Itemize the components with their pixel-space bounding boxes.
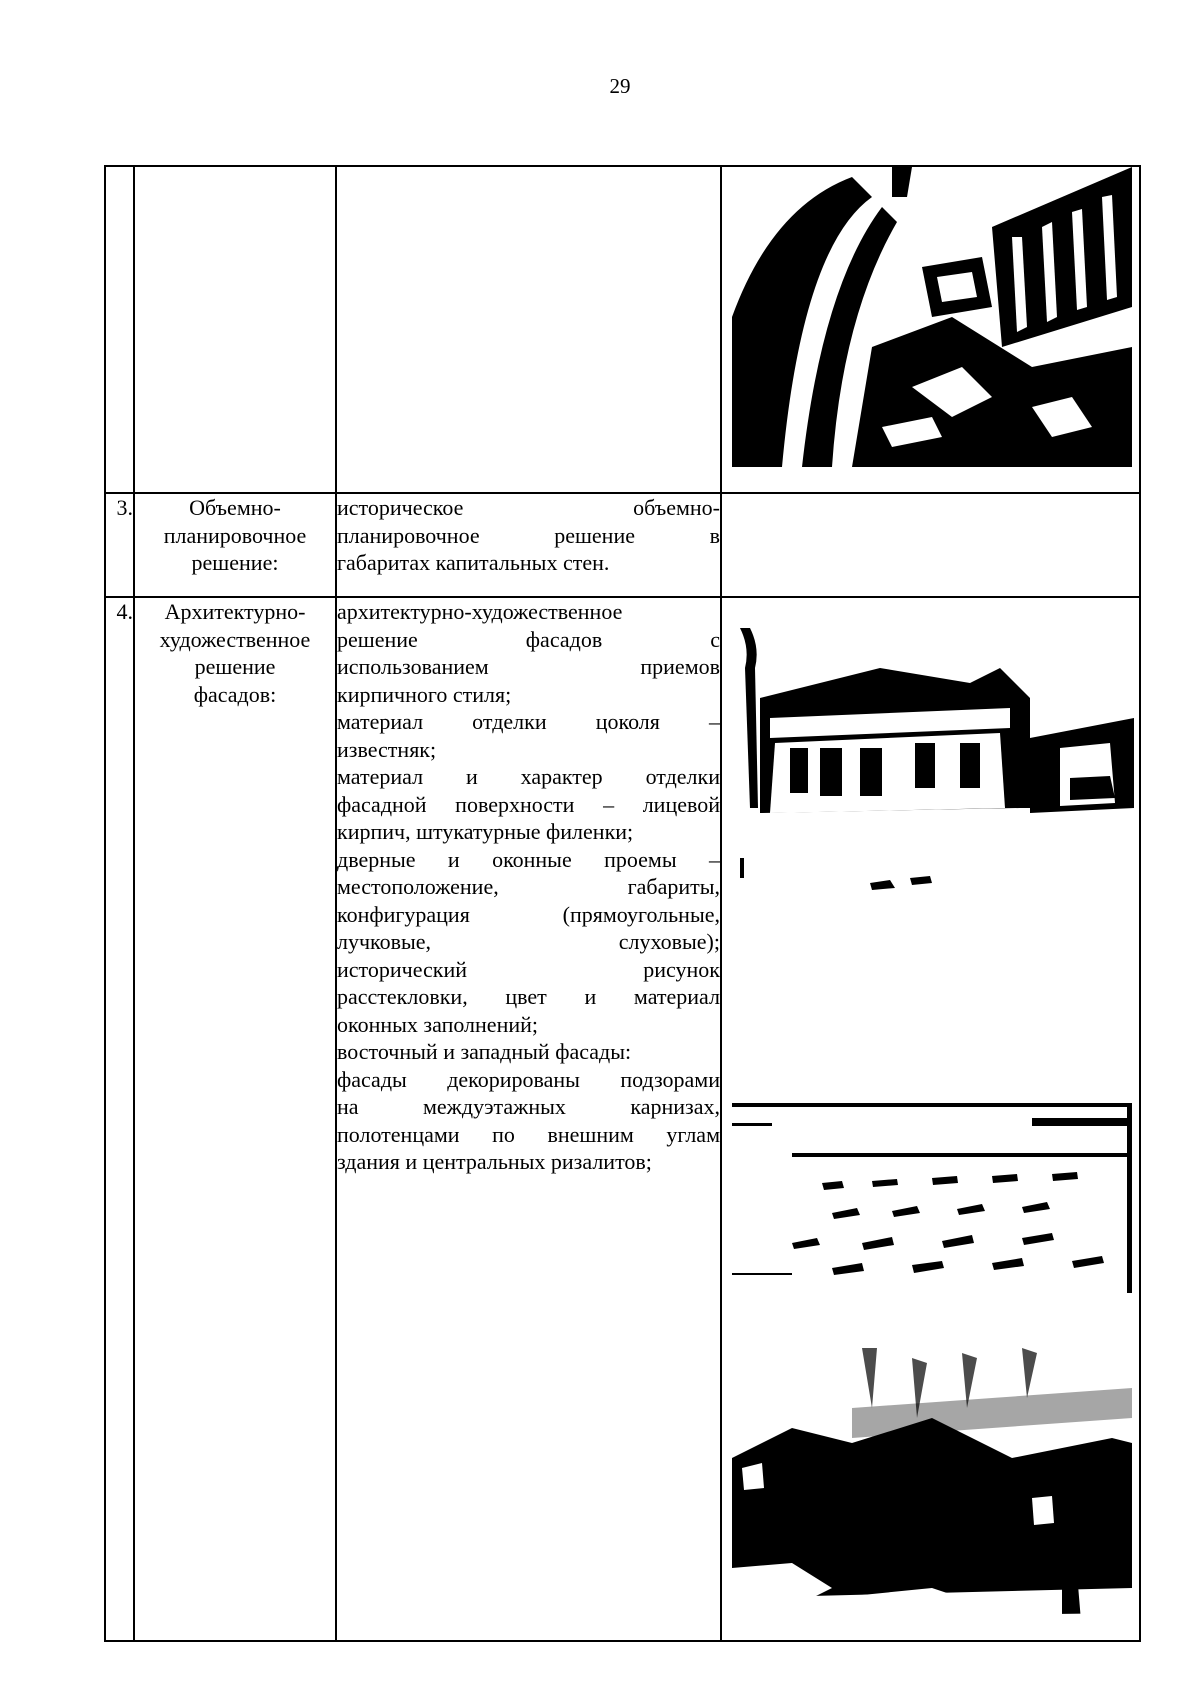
name-line: Архитектурно-: [164, 599, 306, 624]
table-row-continuation: [105, 166, 1140, 493]
desc-line: оконных заполнений;: [337, 1011, 538, 1037]
desc-line: известняк;: [337, 736, 437, 762]
row-name-cell: [134, 493, 336, 597]
desc-line: материал и характер отделки: [337, 764, 720, 789]
row-number-cell: 4.: [105, 597, 134, 1641]
desc-line: фасадной поверхности – лицевой: [337, 791, 720, 817]
desc-line: планировочное решение в: [337, 522, 720, 548]
row-desc-cell: [336, 166, 721, 493]
requirements-table: [104, 165, 1141, 1642]
photo-arched-structure: [732, 167, 1132, 467]
desc-line: материал отделки цоколя –: [337, 709, 720, 734]
desc-line: местоположение, габариты,: [337, 874, 720, 899]
row-image-cell: [721, 597, 1140, 1641]
desc-line: габаритах капитальных стен.: [337, 550, 610, 575]
row-number-cell: [105, 166, 134, 493]
name-line: планировочное: [163, 522, 307, 548]
row-name-cell: [134, 597, 336, 1641]
table-row-3: [105, 493, 1140, 597]
photo-facade-detail: [732, 1103, 1132, 1313]
desc-line: полотенцами по внешним углам: [337, 1121, 720, 1147]
desc-line: расстекловки, цвет и материал: [337, 984, 720, 1009]
row-name-cell: [134, 166, 336, 493]
desc-line: восточный и западный фасады:: [337, 1039, 632, 1064]
name-line: решение: [194, 654, 276, 679]
desc-line: фасады декорированы подзорами: [337, 1066, 720, 1092]
desc-line: здания и центральных ризалитов;: [337, 1149, 652, 1174]
desc-line: дверные и оконные проемы –: [337, 846, 720, 872]
desc-line: кирпич, штукатурные филенки;: [337, 819, 634, 844]
desc-line: конфигурация (прямоугольные,: [337, 901, 720, 927]
desc-line: архитектурно-художественное: [337, 599, 623, 624]
desc-line: кирпичного стиля;: [337, 681, 512, 707]
page-number: 29: [609, 74, 631, 98]
desc-line: на междуэтажных карнизах,: [337, 1094, 720, 1119]
name-line: Объемно-: [189, 495, 281, 520]
desc-line: лучковые, слуховые);: [337, 929, 720, 954]
name-line: решение:: [191, 550, 279, 575]
photo-building-trees: [732, 1348, 1132, 1633]
name-line: художественное: [159, 626, 311, 652]
row-image-cell: [721, 493, 1140, 597]
row-image-cell: [721, 166, 1140, 493]
row-desc-cell: [336, 597, 721, 1641]
desc-line: исторический рисунок: [337, 956, 720, 982]
row-desc-cell: [336, 493, 721, 597]
photo-historic-building: [730, 608, 1134, 898]
desc-line: использованием приемов: [337, 654, 720, 679]
table-row-4: [105, 597, 1140, 1641]
desc-line: решение фасадов с: [337, 626, 720, 652]
row-number-cell: 3.: [105, 493, 134, 597]
desc-line: историческое объемно-: [337, 495, 720, 520]
name-line: фасадов:: [193, 681, 277, 707]
